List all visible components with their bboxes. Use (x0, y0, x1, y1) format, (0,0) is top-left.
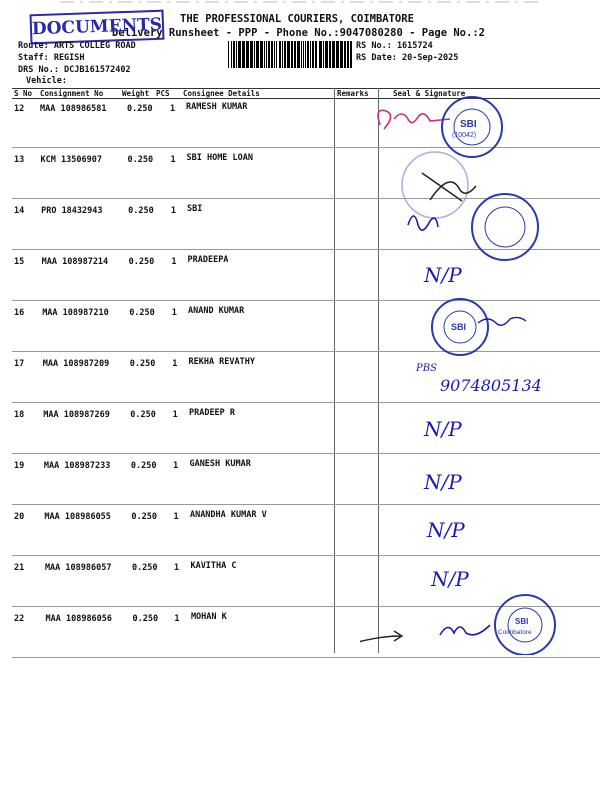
rs-date: RS Date: 20-Sep-2025 (356, 53, 459, 63)
row-pcs: 1 (172, 359, 178, 369)
row-sno: 15 (14, 257, 25, 267)
np-mark-21: N/P (431, 567, 469, 591)
documents-stamp-text: DOCUMENTS (31, 14, 163, 40)
row-weight: 0.250 (131, 512, 157, 522)
row-sno: 22 (14, 614, 25, 624)
col-remarks: Remarks (337, 89, 369, 98)
row-pcs: 1 (170, 104, 176, 114)
row-consignee: SBI (186, 204, 203, 214)
vehicle-label: Vehicle: (26, 76, 67, 86)
row-consignment: MAA 108987210 (42, 308, 109, 318)
sbi-seal-label-12: SBI (460, 119, 477, 130)
sbi-seal-label-16: SBI (451, 322, 467, 332)
col-weight: Weight (122, 89, 150, 98)
row-weight: 0.250 (131, 563, 158, 573)
row-sno: 18 (14, 410, 25, 420)
scan-noise (60, 0, 540, 5)
row-pcs: 1 (170, 206, 176, 216)
row-consignee: SBI HOME LOAN (186, 153, 254, 163)
col-pcs: PCS (156, 89, 170, 98)
row-consignment: KCM 13506907 (40, 155, 102, 165)
row-consignee: RAMESH KUMAR (186, 102, 248, 112)
sbi-seal-city-22: Coimbatore (498, 629, 532, 636)
col-consignee: Consignee Details (183, 89, 260, 98)
remarks-divider (334, 88, 335, 653)
row-consignee: KAVITHA C (190, 561, 237, 571)
row-sno: 21 (14, 563, 25, 573)
row-consignment: MAA 108987233 (43, 461, 111, 471)
row-consignment: MAA 108986056 (45, 614, 113, 624)
row-weight: 0.250 (128, 206, 154, 216)
row-pcs: 1 (173, 512, 179, 522)
row-sno: 20 (14, 512, 25, 522)
relation-mark-17: PBS (416, 363, 437, 374)
row-weight: 0.250 (128, 257, 155, 267)
np-mark-18: N/P (424, 417, 462, 441)
route-label: Route: ARTS COLLEG ROAD (18, 41, 136, 51)
np-mark-15: N/P (424, 263, 462, 287)
row-consignee: ANAND KUMAR (187, 306, 245, 316)
row-sno: 16 (14, 308, 25, 318)
row-consignee: PRADEEP R (188, 408, 236, 418)
row-separator (12, 657, 600, 658)
row-consignee: MOHAN K (190, 612, 227, 622)
col-seal: Seal & Signature (393, 89, 466, 98)
row-consignment: MAA 108987269 (43, 410, 110, 420)
sbi-seal-14 (472, 194, 538, 260)
row-consignment: MAA 108986057 (44, 563, 112, 573)
barcode (228, 41, 352, 68)
row-consignee: ANANDHA KUMAR V (189, 510, 267, 520)
staff-label: Staff: REGISH (18, 53, 85, 63)
row-weight: 0.250 (127, 155, 154, 165)
signatures-layer (360, 95, 600, 655)
row-pcs: 1 (173, 563, 180, 573)
row-pcs: 1 (170, 155, 176, 165)
drs-number: DRS No.: DCJB161572402 (18, 65, 131, 75)
company-name: THE PROFESSIONAL COURIERS, COIMBATORE (180, 13, 414, 25)
row-consignment: MAA 108986055 (44, 512, 111, 522)
row-pcs: 1 (171, 308, 177, 318)
row-sno: 17 (14, 359, 25, 369)
faded-seal-13 (402, 152, 468, 218)
row-weight: 0.250 (130, 461, 157, 471)
documents-stamp (30, 10, 165, 45)
rs-number: RS No.: 1615724 (356, 41, 433, 51)
signature-row22 (440, 625, 490, 635)
row-sno: 12 (14, 104, 25, 114)
row-pcs: 1 (172, 410, 178, 420)
row-consignee: PRADEEPA (187, 255, 229, 265)
row-pcs: 1 (173, 461, 179, 471)
row-sno: 19 (14, 461, 25, 471)
row-consignment: MAA 108987214 (41, 257, 109, 267)
col-consignment: Consignment No (40, 89, 104, 98)
row-weight: 0.250 (129, 359, 156, 369)
signature-row16 (478, 317, 526, 325)
signature-row12 (378, 110, 450, 129)
row-consignment: MAA 108987209 (42, 359, 110, 369)
row-weight: 0.250 (130, 410, 156, 420)
row-consignee: GANESH KUMAR (189, 459, 251, 469)
np-mark-19: N/P (424, 470, 462, 494)
sbi-seal-label-22: SBI (515, 617, 529, 626)
row-pcs: 1 (171, 257, 177, 267)
row-weight: 0.250 (132, 614, 159, 624)
row-sno: 13 (14, 155, 25, 165)
phone-note-17: 9074805134 (440, 376, 542, 395)
runsheet-subtitle: Delivery Runsheet - PPP - Phone No.:9047080280 - Page No.:2 (112, 27, 485, 39)
row-pcs: 1 (174, 614, 180, 624)
sbi-seal-code-12: (10042) (452, 132, 477, 139)
signature-row14 (408, 216, 438, 230)
row-sno: 14 (14, 206, 25, 216)
row-consignment: MAA 108986581 (40, 104, 107, 114)
col-sno: S No (14, 89, 33, 98)
row-consignment: PRO 18432943 (41, 206, 103, 216)
pointer-arrow-22 (360, 631, 402, 648)
row-consignee: REKHA REVATHY (188, 357, 255, 367)
np-mark-20: N/P (427, 518, 465, 542)
row-weight: 0.250 (127, 104, 153, 114)
row-weight: 0.250 (129, 308, 155, 318)
